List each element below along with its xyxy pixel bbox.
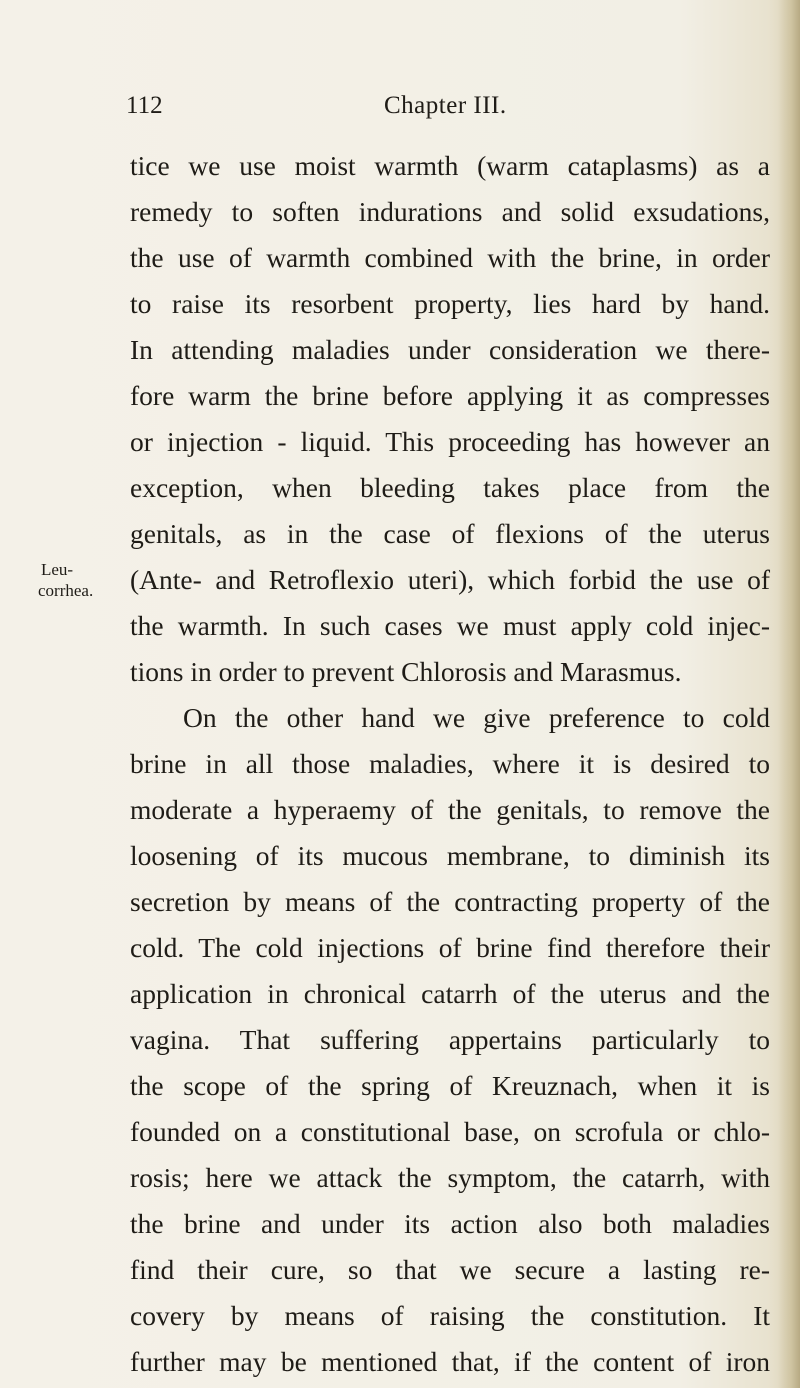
text-line: the use of warmth combined with the brine, in order [130,242,770,273]
page-number: 112 [126,92,163,119]
text-line: cold. The cold injections of brine find therefore their [130,932,770,963]
body-text [130,143,770,1385]
text-line: tice we use moist warmth (warm cataplasms) as a [130,150,770,181]
text-line: In attending maladies under consideration we there- [130,334,770,365]
text-line: the warmth. In such cases we must apply cold injec- [130,610,770,641]
text-line: exception, when bleeding takes place from the [130,472,770,503]
text-line: covery by means of raising the constitution. It [130,1300,770,1331]
text-line: rosis; here we attack the symptom, the catarrh, with [130,1162,770,1193]
chapter-title: Chapter III. [384,92,507,119]
text-line: founded on a constitutional base, on scrofula or chlo- [130,1116,770,1147]
text-line: moderate a hyperaemy of the genitals, to remove the [130,794,770,825]
text-line: genitals, as in the case of flexions of the uterus [130,518,770,549]
margin-note [38,559,113,601]
margin-note-line: corrhea. [38,581,94,600]
text-line: fore warm the brine before applying it as compresses [130,380,770,411]
text-line: brine in all those maladies, where it is desired to [130,748,770,779]
text-line: or injection - liquid. This proceeding has however an [130,426,770,457]
margin-note-line: Leu- [41,560,74,579]
text-line: further may be mentioned that, if the content of iron [130,1346,770,1377]
text-line: vagina. That suffering appertains particularly to [130,1024,770,1055]
text-line: application in chronical catarrh of the uterus and the [130,978,770,1009]
text-line: the brine and under its action also both maladies [130,1208,770,1239]
text-line: remedy to soften indurations and solid exsudations, [130,196,770,227]
page-edge-shadow [778,0,800,1388]
text-line: On the other hand we give preference to cold [183,702,770,733]
text-line: the scope of the spring of Kreuznach, when it is [130,1070,770,1101]
text-line: find their cure, so that we secure a lasting re- [130,1254,770,1285]
text-line: secretion by means of the contracting property of the [130,886,770,917]
text-line: loosening of its mucous membrane, to diminish its [130,840,770,871]
text-line: to raise its resorbent property, lies hard by hand. [130,288,770,319]
running-header [126,92,526,132]
text-line: (Ante- and Retroflexio uteri), which forbid the use of [130,564,770,595]
text-line: tions in order to prevent Chlorosis and Marasmus. [130,656,682,687]
